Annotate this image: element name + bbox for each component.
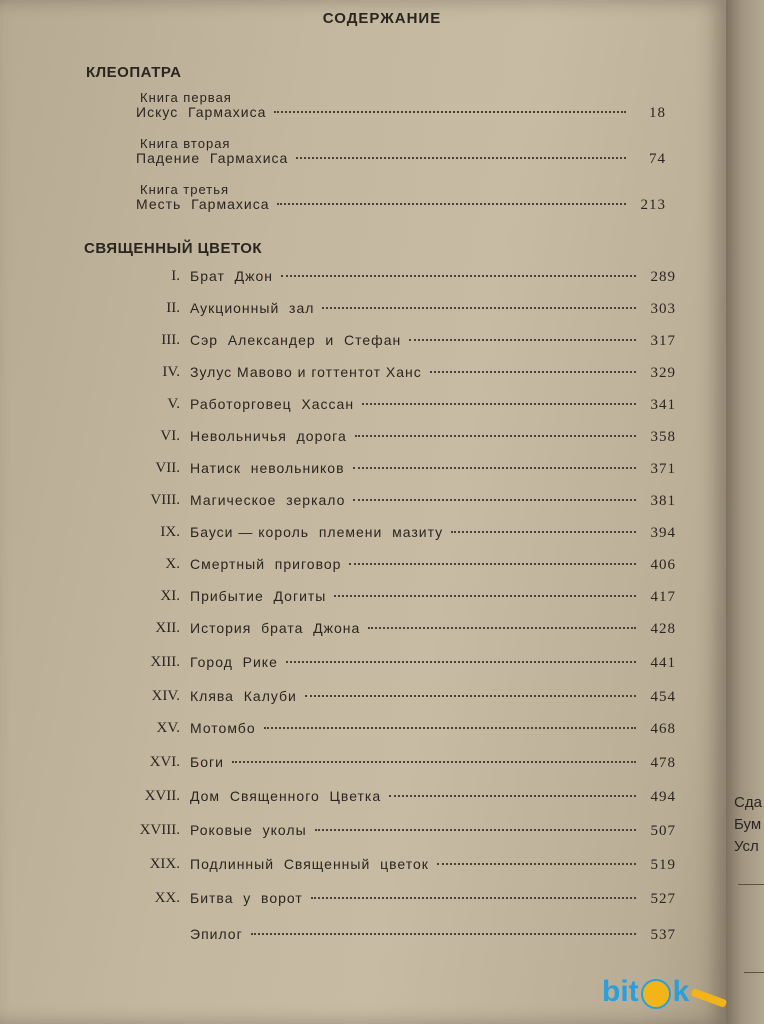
toc-entry[interactable] — [190, 460, 676, 482]
entry-title: Невольничья дорога — [190, 428, 347, 444]
toc-entry[interactable] — [190, 654, 676, 676]
entry-title: Дом Священного Цветка — [190, 788, 382, 804]
coin-icon — [641, 979, 671, 1009]
page-number: 494 — [650, 789, 676, 805]
dot-leader — [232, 761, 636, 763]
toc-entry[interactable] — [190, 556, 676, 578]
dot-leader — [305, 695, 636, 697]
dot-leader — [451, 531, 636, 533]
toc-entry[interactable] — [190, 268, 676, 290]
chapter-numeral: I. — [171, 268, 180, 284]
chapter-numeral: XX. — [154, 890, 180, 906]
dot-leader — [409, 339, 636, 341]
chapter-numeral: XIV. — [151, 688, 180, 704]
logo-text: k — [672, 975, 690, 1008]
chapter-numeral: VI. — [160, 428, 180, 444]
toc-entry[interactable] — [190, 492, 676, 514]
page-number: 317 — [650, 333, 676, 349]
page-number: 478 — [650, 755, 676, 771]
toc-entry[interactable] — [190, 822, 676, 844]
chapter-numeral: XIX. — [149, 856, 180, 872]
toc-entry[interactable] — [190, 754, 676, 776]
logo-text: bit — [602, 975, 639, 1008]
dot-leader — [315, 829, 636, 831]
page-number: 394 — [650, 525, 676, 541]
contents-title: СОДЕРЖАНИЕ — [322, 10, 442, 27]
entry-title: Сэр Александер и Стефан — [190, 332, 402, 348]
toc-entry[interactable] — [190, 364, 676, 386]
page-number: 406 — [650, 557, 676, 573]
bitok-watermark-logo — [602, 972, 727, 1012]
book-label: Книга третья — [140, 182, 230, 197]
entry-title: Боги — [190, 754, 224, 770]
entry-title: Мотомбо — [190, 720, 256, 736]
toc-entry[interactable] — [190, 620, 676, 642]
chapter-numeral: X. — [165, 556, 180, 572]
toc-entry[interactable] — [190, 926, 676, 948]
dot-leader — [277, 203, 626, 205]
page-number: 329 — [650, 365, 676, 381]
chapter-numeral: XI. — [160, 588, 180, 604]
page-number: 417 — [650, 589, 676, 605]
toc-entry[interactable] — [190, 856, 676, 878]
entry-title: Натиск невольников — [190, 460, 345, 476]
toc-entry[interactable] — [190, 396, 676, 418]
toc-entry[interactable] — [190, 428, 676, 450]
entry-title: Аукционный зал — [190, 300, 315, 316]
chapter-numeral: XIII. — [150, 654, 180, 670]
toc-entry[interactable] — [136, 150, 666, 172]
page-number: 507 — [650, 823, 676, 839]
adjacent-line: Усл — [734, 838, 759, 855]
page-number: 289 — [650, 269, 676, 285]
toc-entry[interactable] — [190, 720, 676, 742]
chapter-numeral: XVI. — [149, 754, 180, 770]
toc-entry[interactable] — [190, 300, 676, 322]
entry-title: Битва у ворот — [190, 890, 303, 906]
dot-leader — [437, 863, 636, 865]
book-gutter — [726, 0, 764, 1024]
toc-entry[interactable] — [190, 788, 676, 810]
chapter-numeral: VII. — [155, 460, 180, 476]
dot-leader — [349, 563, 636, 565]
chapter-numeral: IV. — [162, 364, 180, 380]
entry-title: Магическое зеркало — [190, 492, 346, 508]
page-number: 441 — [650, 655, 676, 671]
chapter-numeral: VIII. — [150, 492, 180, 508]
entry-title: Роковые уколы — [190, 822, 307, 838]
dot-leader — [334, 595, 636, 597]
dot-leader — [286, 661, 636, 663]
entry-title: Падение Гармахиса — [136, 150, 289, 166]
dot-leader — [251, 933, 636, 935]
auction-hammer-icon — [691, 988, 728, 1008]
toc-entry[interactable] — [190, 524, 676, 546]
page-number: 428 — [650, 621, 676, 637]
page-number: 519 — [650, 857, 676, 873]
page-number: 537 — [650, 927, 676, 943]
chapter-numeral: III. — [161, 332, 180, 348]
dot-leader — [296, 157, 626, 159]
book-label: Книга первая — [140, 90, 232, 105]
entry-title: Зулус Мавово и готтентот Ханс — [190, 364, 422, 380]
book-label: Книга вторая — [140, 136, 231, 151]
dot-leader — [430, 371, 636, 373]
page-number: 381 — [650, 493, 676, 509]
dot-leader — [281, 275, 636, 277]
page-number: 454 — [650, 689, 676, 705]
entry-title: Смертный приговор — [190, 556, 342, 572]
page-number: 74 — [649, 151, 666, 167]
entry-title: Искус Гармахиса — [136, 104, 267, 120]
adjacent-line: Сда — [734, 794, 762, 811]
page-number: 303 — [650, 301, 676, 317]
dot-leader — [355, 435, 636, 437]
page-number: 213 — [640, 197, 666, 213]
entry-title: Месть Гармахиса — [136, 196, 270, 212]
entry-title: История брата Джона — [190, 620, 361, 636]
section-heading-sacred-flower: СВЯЩЕННЫЙ ЦВЕТОК — [84, 240, 263, 257]
dot-leader — [389, 795, 636, 797]
dot-leader — [353, 499, 636, 501]
chapter-numeral: XVII. — [144, 788, 180, 804]
toc-entry[interactable] — [190, 688, 676, 710]
entry-title: Город Рике — [190, 654, 278, 670]
section-heading-cleopatra: КЛЕОПАТРА — [86, 64, 182, 81]
adjacent-rule — [744, 972, 764, 973]
page-number: 358 — [650, 429, 676, 445]
entry-title: Работорговец Хассан — [190, 396, 355, 412]
toc-entry[interactable] — [190, 890, 676, 912]
page-number: 18 — [649, 105, 666, 121]
dot-leader — [368, 627, 636, 629]
entry-title: Брат Джон — [190, 268, 274, 284]
dot-leader — [353, 467, 636, 469]
adjacent-line: Бум — [734, 816, 762, 833]
entry-title: Подлинный Священный цветок — [190, 856, 429, 872]
adjacent-rule — [738, 884, 764, 885]
entry-title: Бауси — король племени мазиту — [190, 524, 444, 540]
dot-leader — [274, 111, 626, 113]
adjacent-page-text — [734, 792, 764, 858]
chapter-numeral: V. — [167, 396, 180, 412]
chapter-numeral: II. — [166, 300, 180, 316]
page-number: 527 — [650, 891, 676, 907]
dot-leader — [322, 307, 636, 309]
page-number: 341 — [650, 397, 676, 413]
toc-entry[interactable] — [136, 104, 666, 126]
toc-entry[interactable] — [190, 332, 676, 354]
chapter-numeral: XII. — [155, 620, 180, 636]
dot-leader — [264, 727, 636, 729]
entry-title: Прибытие Догиты — [190, 588, 327, 604]
dot-leader — [362, 403, 636, 405]
entry-title: Клява Калуби — [190, 688, 297, 704]
page-number: 371 — [650, 461, 676, 477]
entry-title: Эпилог — [190, 926, 243, 942]
toc-entry[interactable] — [136, 196, 666, 218]
chapter-numeral: IX. — [160, 524, 180, 540]
chapter-numeral: XVIII. — [139, 822, 180, 838]
toc-entry[interactable] — [190, 588, 676, 610]
chapter-numeral: XV. — [156, 720, 180, 736]
dot-leader — [311, 897, 636, 899]
page-number: 468 — [650, 721, 676, 737]
